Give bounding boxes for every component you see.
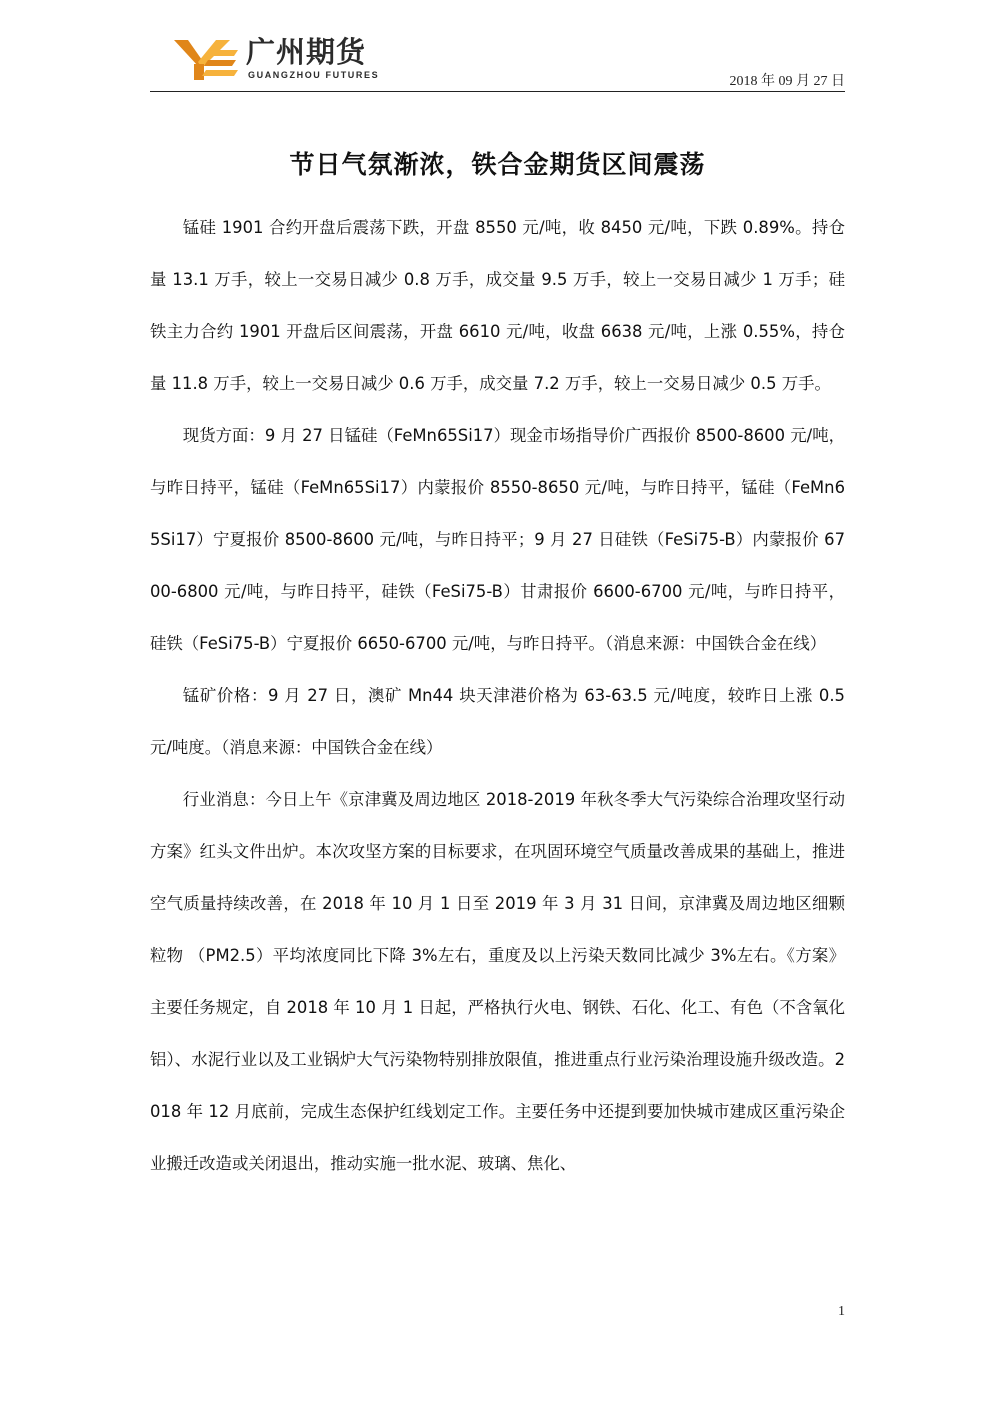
guangzhou-futures-logo-icon xyxy=(172,38,240,82)
document-title: 节日气氛渐浓，铁合金期货区间震荡 xyxy=(289,149,706,179)
report-date: 2018 年 09 月 27 日 xyxy=(729,74,845,89)
paragraph-industry-news: 行业消息：今日上午《京津冀及周边地区 2018-2019 年秋冬季大气污染综合治理攻坚行动方案》红头文件出炉。本次攻坚方案的目标要求，在巩固环境空气质量改善成果的基础上，推进空气质量持续改善，在 2018 年 10 月 1 日至 2019 年 3 月 31 日间，京津冀及周边地区细颗粒物 （PM2.5）平均浓度同比下降 3%左右，重度及以上污染天数同比减少 3%左右。《方案》主要任务规定，自 2018 年 10 月 1 日起，严格执行火电、钢铁、石化、化工、有色（不含氧化铝）、水泥行业以及工业锅炉大气污染物特别排放限值，推进重点行业污染治理设施升级改造。2018 年 12 月底前，完成生态保护红线划定工作。主要任务中还提到要加快城市建成区重污染企业搬迁改造或关闭退出，推动实施一批水泥、玻璃、焦化、 xyxy=(150,790,845,1173)
logo-text-en: GUANGZHOU FUTURES xyxy=(248,70,380,80)
page-number: 1 xyxy=(838,1304,845,1319)
paragraph-spot-prices: 现货方面：9 月 27 日锰硅（FeMn65Si17）现金市场指导价广西报价 8500-8600 元/吨，与昨日持平，锰硅（FeMn65Si17）内蒙报价 8550-8650 元/吨，与昨日持平，锰硅（FeMn65Si17）宁夏报价 8500-8600 元/吨，与昨日持平；9 月 27 日硅铁（FeSi75-B）内蒙报价 6700-6800 元/吨，与昨日持平，硅铁（FeSi75-B）甘肃报价 6600-6700 元/吨，与昨日持平，硅铁（FeSi75-B）宁夏报价 6650-6700 元/吨，与昨日持平。（消息来源：中国铁合金在线） xyxy=(150,426,845,653)
document-body xyxy=(150,202,845,1190)
header-divider xyxy=(150,91,845,92)
page-header xyxy=(150,28,845,94)
paragraph-market-summary: 锰硅 1901 合约开盘后震荡下跌，开盘 8550 元/吨，收 8450 元/吨，下跌 0.89%。持仓量 13.1 万手，较上一交易日减少 0.8 万手，成交量 9.5 万手，较上一交易日减少 1 万手；硅铁主力合约 1901 开盘后区间震荡，开盘 6610 元/吨，收盘 6638 元/吨，上涨 0.55%，持仓量 11.8 万手，较上一交易日减少 0.6 万手，成交量 7.2 万手，较上一交易日减少 0.5 万手。 xyxy=(150,218,845,393)
paragraph-manganese-ore: 锰矿价格：9 月 27 日，澳矿 Mn44 块天津港价格为 63-63.5 元/吨度，较昨日上涨 0.5 元/吨度。（消息来源：中国铁合金在线） xyxy=(150,686,845,757)
company-logo xyxy=(172,35,380,86)
logo-text-cn: 广州期货 xyxy=(246,35,367,69)
